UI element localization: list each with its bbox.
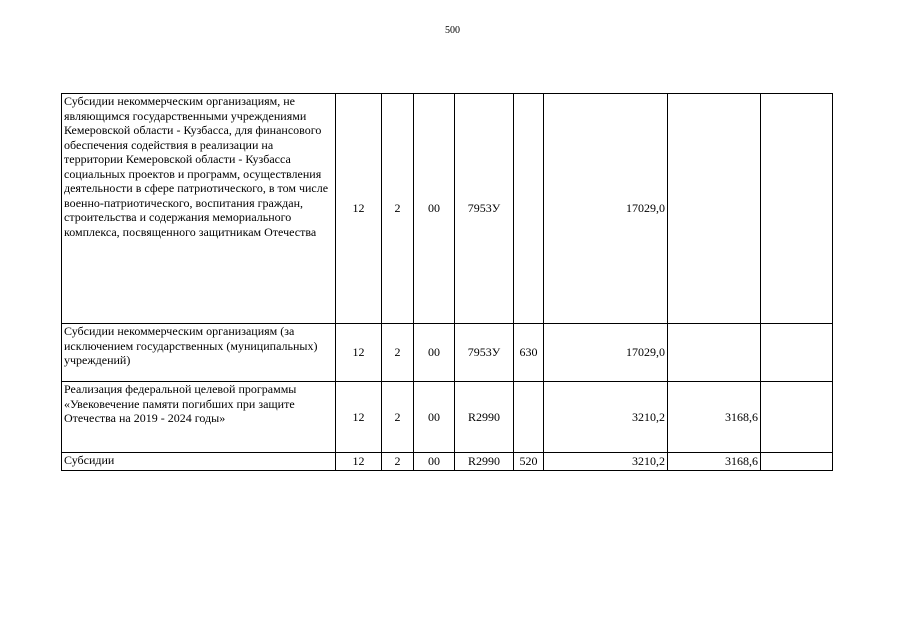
amount-2-cell: 3168,6 [668,453,761,471]
section-code-cell: 2 [382,94,414,324]
ministry-code-cell: 12 [336,94,382,324]
table-row [62,324,833,382]
target-article-cell: 7953У [455,324,514,382]
amount-1-cell: 3210,2 [544,453,668,471]
section-code-cell: 2 [382,453,414,471]
subsection-code-cell: 00 [414,453,455,471]
ministry-code-cell: 12 [336,453,382,471]
ministry-code-cell: 12 [336,382,382,453]
target-article-cell: R2990 [455,382,514,453]
expense-type-cell [514,94,544,324]
expense-type-cell: 630 [514,324,544,382]
row-name-cell: Реализация федеральной целевой программы «Увековечение памяти погибших при защите Отечества на 2019 - 2024 годы» [62,382,336,453]
section-code-cell: 2 [382,324,414,382]
section-code-cell: 2 [382,382,414,453]
ministry-code-cell: 12 [336,324,382,382]
target-article-cell: R2990 [455,453,514,471]
row-name-cell: Субсидии некоммерческим организациям, не являющимся государственными учреждениями Кемеровской области - Кузбасса, для финансового обеспечения содействия в реализации на территории Кемеровской области - Кузбасса социальных проектов и программ, осуществления деятельности в сфере патриотического, в том числе военно-патриотического, воспитания граждан, строительства и содержания мемориального комплекса, посвященного защитникам Отечества [62,94,336,324]
amount-1-cell: 17029,0 [544,324,668,382]
table-row [62,94,833,324]
amount-3-cell [761,382,833,453]
amount-3-cell [761,453,833,471]
amount-3-cell [761,94,833,324]
amount-2-cell [668,94,761,324]
expense-type-cell [514,382,544,453]
table-row [62,453,833,471]
subsection-code-cell: 00 [414,94,455,324]
row-name-cell: Субсидии некоммерческим организациям (за исключением государственных (муниципальных) учреждений) [62,324,336,382]
budget-table [61,93,833,471]
amount-1-cell: 3210,2 [544,382,668,453]
expense-type-cell: 520 [514,453,544,471]
row-name-cell: Субсидии [62,453,336,471]
subsection-code-cell: 00 [414,324,455,382]
amount-3-cell [761,324,833,382]
page-number: 500 [445,25,460,36]
amount-2-cell [668,324,761,382]
amount-1-cell: 17029,0 [544,94,668,324]
table-row [62,382,833,453]
subsection-code-cell: 00 [414,382,455,453]
amount-2-cell: 3168,6 [668,382,761,453]
target-article-cell: 7953У [455,94,514,324]
